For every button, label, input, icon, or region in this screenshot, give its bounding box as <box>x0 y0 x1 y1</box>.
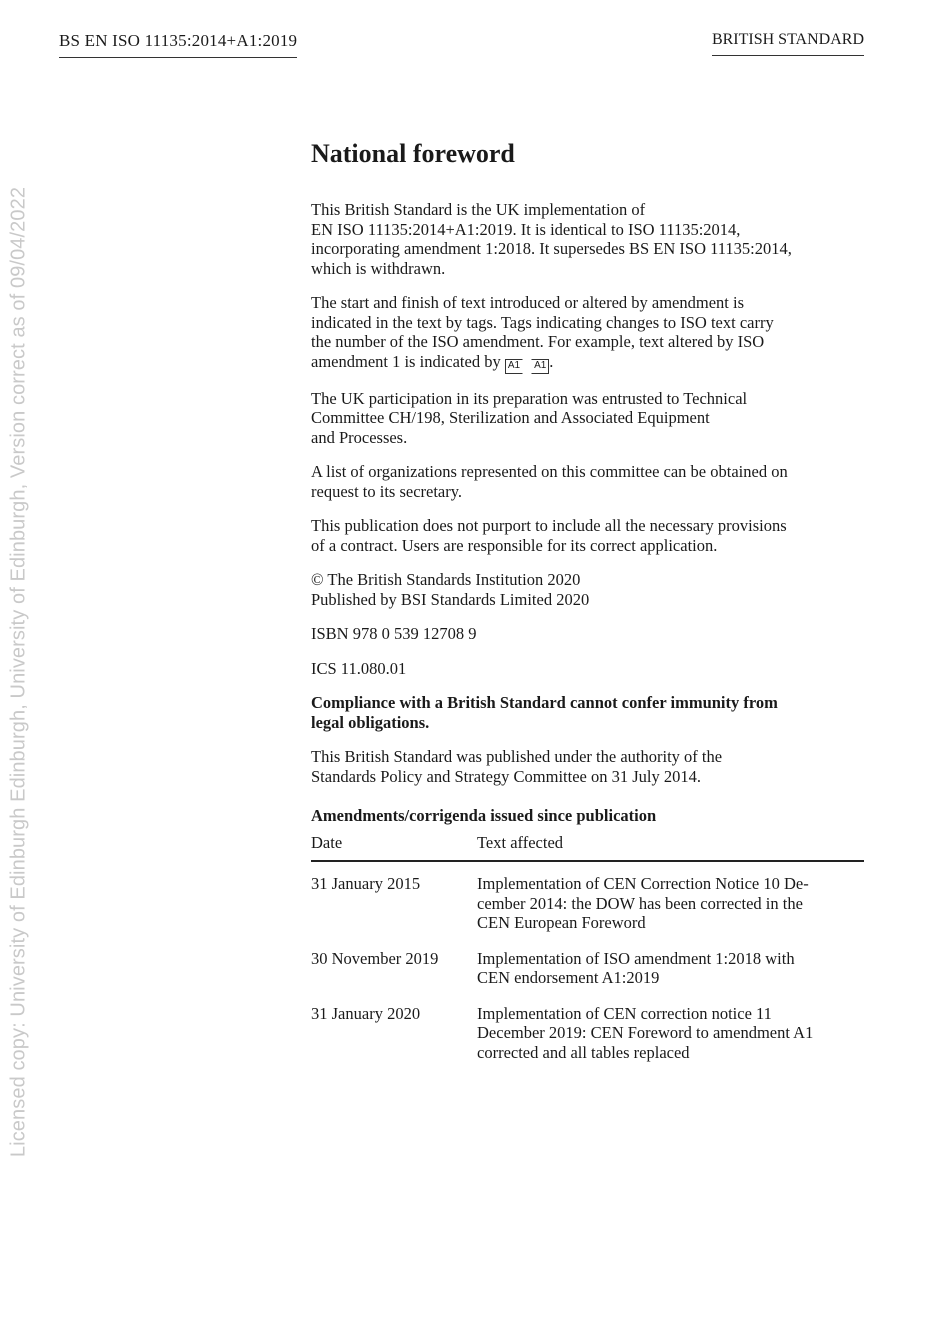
text-line: Implementation of CEN correction notice 11 <box>477 1003 772 1023</box>
amendment-start-tag-icon: A1 <box>505 359 523 374</box>
amendment-end-tag-icon: A1 <box>531 359 549 374</box>
amendment-text <box>477 941 864 996</box>
text-line <box>311 352 864 374</box>
text-line: of a contract. Users are responsible for its correct application. <box>311 535 718 555</box>
amendment-text <box>477 996 864 1071</box>
text-line: which is withdrawn. <box>311 258 446 278</box>
authority-paragraph <box>311 747 864 786</box>
national-foreword-section <box>311 138 864 1070</box>
text-line: Compliance with a British Standard cannot confer immunity from <box>311 693 778 712</box>
table-row <box>311 861 864 941</box>
license-watermark: Licensed copy: University of Edinburgh Edinburgh, University of Edinburgh, Version correct as of 09/04/2022 <box>7 186 30 1158</box>
text-line: The start and finish of text introduced or altered by amendment is <box>311 293 744 312</box>
text-line: CEN European Foreword <box>477 913 646 932</box>
table-row <box>311 941 864 996</box>
text-line: This British Standard is the UK implementation of <box>311 200 646 219</box>
text-line: the number of the ISO amendment. For example, text altered by ISO <box>311 332 765 351</box>
text-line: indicated in the text by tags. Tags indicating changes to ISO text carry <box>311 312 774 332</box>
text-fragment: amendment 1 is indicated by <box>311 351 501 371</box>
ics-code: ICS 11.080.01 <box>311 658 407 678</box>
text-line: request to its secretary. <box>311 481 463 501</box>
text-line: December 2019: CEN Foreword to amendment A1 <box>477 1023 814 1042</box>
text-line: CEN endorsement A1:2019 <box>477 968 660 987</box>
table-header-row <box>311 831 864 862</box>
amendment-date: 31 January 2015 <box>311 874 421 893</box>
text-line: corrected and all tables replaced <box>477 1042 690 1062</box>
document-id: BS EN ISO 11135:2014+A1:2019 <box>59 31 297 58</box>
text-line: This British Standard was published under the authority of the <box>311 747 723 766</box>
amendments-table-title: Amendments/corrigenda issued since publication <box>311 806 657 825</box>
text-line: © The British Standards Institution 2020 <box>311 570 581 589</box>
text-line: This publication does not purport to include all the necessary provisions <box>311 516 787 535</box>
provisions-paragraph <box>311 516 864 555</box>
text-line: cember 2014: the DOW has been corrected in the <box>477 893 803 913</box>
column-header-date: Date <box>311 831 477 862</box>
page-title: National foreword <box>311 139 515 168</box>
text-line: and Processes. <box>311 427 408 447</box>
text-line: A list of organizations represented on this committee can be obtained on <box>311 462 788 481</box>
committee-paragraph <box>311 389 864 448</box>
amendment-date: 30 November 2019 <box>311 948 439 968</box>
amendment-tags-paragraph <box>311 293 864 374</box>
text-line: Standards Policy and Strategy Committee on 31 July 2014. <box>311 766 702 786</box>
amendment-text <box>477 861 864 941</box>
amendment-date: 31 January 2020 <box>311 1003 421 1023</box>
organizations-paragraph <box>311 462 864 501</box>
column-header-text-affected: Text affected <box>477 831 864 862</box>
text-line: Published by BSI Standards Limited 2020 <box>311 589 590 609</box>
text-line: The UK participation in its preparation was entrusted to Technical <box>311 388 748 408</box>
amendments-table <box>311 831 864 1071</box>
text-line: incorporating amendment 1:2018. It supersedes BS EN ISO 11135:2014, <box>311 239 792 258</box>
text-line: Committee CH/198, Sterilization and Associated Equipment <box>311 408 710 427</box>
text-fragment: . <box>549 351 554 371</box>
implementation-paragraph <box>311 200 864 278</box>
copyright-paragraph <box>311 570 864 609</box>
compliance-statement <box>311 693 864 732</box>
text-line: EN ISO 11135:2014+A1:2019. It is identical to ISO 11135:2014, <box>311 219 741 239</box>
table-row <box>311 996 864 1071</box>
standard-category: BRITISH STANDARD <box>712 31 864 56</box>
isbn: ISBN 978 0 539 12708 9 <box>311 624 477 643</box>
text-line: legal obligations. <box>311 712 430 732</box>
text-line: Implementation of ISO amendment 1:2018 with <box>477 948 795 968</box>
text-line: Implementation of CEN Correction Notice 10 De- <box>477 874 809 893</box>
